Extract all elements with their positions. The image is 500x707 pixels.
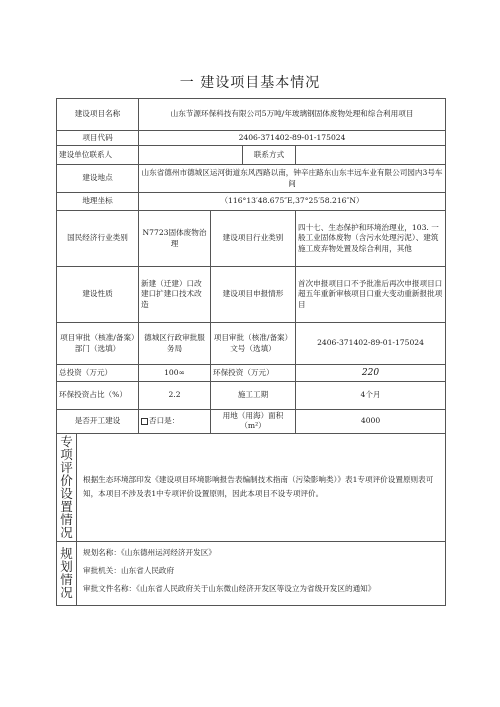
row-started (57, 410, 446, 434)
coords-value: （116°13′48.675″E,37°25′58.216″N） (139, 193, 446, 211)
row-project-name (57, 99, 446, 131)
plan-document: 审批文件名称：《山东省人民政府关于山东微山经济开发区等设立为省级开发区的通知》 (83, 583, 376, 593)
row-contact (57, 146, 446, 165)
location-label: 建设地点 (57, 165, 139, 193)
approval-dept-label: 项目审批（核准/备案）部门（选填） (57, 323, 139, 365)
approval-number-label: 项目审批（核准/备案）文号（选填） (211, 323, 296, 365)
row-approval (57, 323, 446, 365)
row-investment (57, 365, 446, 382)
nature-label: 建设性质 (57, 267, 139, 323)
page-title: 一 建设项目基本情况 (179, 75, 321, 91)
contact-phone-label: 联系方式 (243, 146, 296, 165)
land-area-value: 4000 (296, 410, 446, 434)
row-location (57, 165, 446, 193)
started-value (139, 410, 211, 434)
project-industry-value: 四十七、生态保护和环境治理业，103. 一般工业固体废物（含污水处理污泥）、建筑施工废弃物处置及综合利用，其他 (296, 211, 446, 267)
row-nature (57, 267, 446, 323)
coords-label: 地理坐标 (57, 193, 139, 211)
contact-phone-value (296, 146, 446, 165)
project-info-table (56, 98, 446, 606)
project-code-value: 2406-371402-89-01-175024 (139, 131, 446, 146)
total-investment-value: 100∞ (139, 365, 211, 382)
row-ratio (57, 382, 446, 410)
declaration-label: 建设项目申报情形 (211, 267, 296, 323)
location-value: 山东省德州市德城区运河街道东风西路以南，钟辛庄路东山东丰远车业有限公司园内3号车间 (139, 165, 446, 193)
row-project-code (57, 131, 446, 146)
approval-dept-value: 德城区行政审批服务局 (139, 323, 211, 365)
project-name-label: 建设项目名称 (57, 99, 139, 131)
plan-content (77, 541, 446, 605)
row-industry (57, 211, 446, 267)
plan-authority: 审批机关：山东省人民政府 (83, 565, 175, 575)
plan-label: 规划情况 (57, 541, 77, 605)
nature-value: 新建（迁建）口改建口扩建口技术改造 (139, 267, 211, 323)
started-value-text: 否口是： (149, 416, 180, 426)
land-area-label: 用地（用海）面积（m²） (211, 410, 296, 434)
special-evaluation-label: 专项评价设置情况 (57, 433, 77, 541)
contact-person-value (139, 146, 243, 165)
env-ratio-label: 环保投资占比（%） (57, 382, 139, 410)
checkbox-icon (141, 418, 148, 425)
total-investment-label: 总投资（万元） (57, 365, 139, 382)
row-plan (57, 541, 446, 605)
row-special-evaluation (57, 433, 446, 541)
env-ratio-value: 2.2 (139, 382, 211, 410)
row-coords (57, 193, 446, 211)
plan-name: 规划名称：《山东德州运河经济开发区》 (83, 547, 216, 557)
construction-period-label: 施工工期 (211, 382, 296, 410)
industry-label: 国民经济行业类别 (57, 211, 139, 267)
env-investment-value: 220 (296, 365, 446, 382)
special-evaluation-text: 根据生态环境部印发《建设项目环境影响报告表编制技术指南（污染影响类）》表1专项评价设置原则表可知，本项目不涉及表1中专项评价设置原则，因此本项目不设专项评价。 (77, 433, 446, 541)
started-label: 是否开工建设 (57, 410, 139, 434)
construction-period-value: 4个月 (296, 382, 446, 410)
env-investment-label: 环保投资（万元） (211, 365, 296, 382)
contact-person-label: 建设单位联系人 (57, 146, 139, 165)
approval-number-value: 2406-371402-89-01-175024 (296, 323, 446, 365)
declaration-value: 首次申报项目口不予批准后再次申报项目口超五年重新审核项目口重大变动重新报批项目 (296, 267, 446, 323)
project-name-value: 山东节源环保科技有限公司5万吨/年玻璃钢固体废物处理和综合利用项目 (139, 99, 446, 131)
industry-value: N7723固体废物治理 (139, 211, 211, 267)
project-code-label: 项目代码 (57, 131, 139, 146)
project-industry-label: 建设项目行业类别 (211, 211, 296, 267)
